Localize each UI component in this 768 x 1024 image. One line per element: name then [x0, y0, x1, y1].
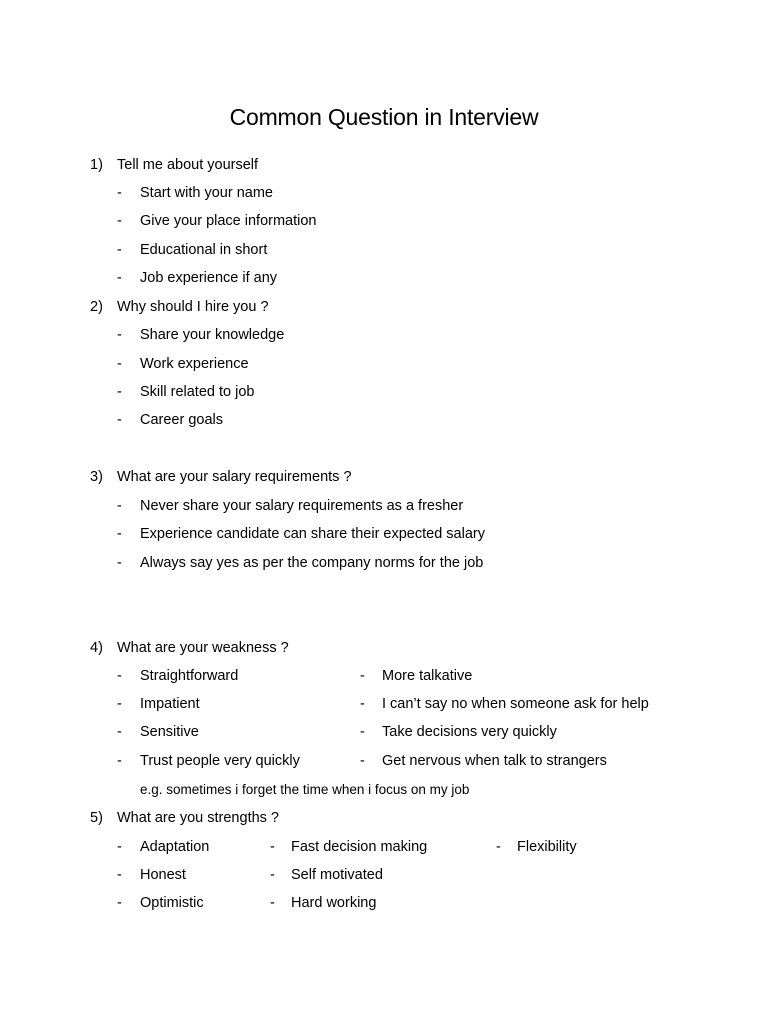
bullet-text: Optimistic: [140, 895, 204, 911]
bullet-dash: -: [117, 384, 122, 400]
question-text: What are you strengths ?: [117, 810, 279, 826]
bullet-text: Experience candidate can share their expected salary: [140, 526, 485, 542]
document-title: Common Question in Interview: [229, 104, 539, 130]
bullet-text: Adaptation: [140, 839, 210, 855]
question-number: 3): [90, 469, 103, 485]
bullet-dash: -: [360, 668, 365, 684]
question-number: 2): [90, 299, 103, 315]
bullet-dash: -: [270, 839, 275, 855]
question-text: What are your weakness ?: [117, 640, 289, 656]
question-text: Tell me about yourself: [117, 157, 259, 173]
bullet-dash: -: [117, 724, 122, 740]
bullet-text: Self motivated: [291, 867, 383, 883]
bullet-dash: -: [117, 839, 122, 855]
bullet-dash: -: [117, 895, 122, 911]
question-text: What are your salary requirements ?: [117, 469, 352, 485]
question-number: 1): [90, 157, 103, 173]
bullet-text: Share your knowledge: [140, 327, 285, 343]
bullet-dash: -: [117, 555, 122, 571]
bullet-dash: -: [360, 753, 365, 769]
bullet-dash: -: [117, 498, 122, 514]
bullet-text: Never share your salary requirements as a fresher: [140, 498, 464, 514]
bullet-dash: -: [117, 185, 122, 201]
bullet-text: Trust people very quickly: [140, 753, 300, 769]
bullet-text: Give your place information: [140, 213, 317, 229]
bullet-dash: -: [360, 724, 365, 740]
bullet-text: Career goals: [140, 412, 224, 428]
bullet-text: Fast decision making: [291, 839, 428, 855]
question-text: Why should I hire you ?: [117, 299, 269, 315]
bullet-dash: -: [117, 867, 122, 883]
bullet-dash: -: [117, 668, 122, 684]
bullet-dash: -: [117, 327, 122, 343]
bullet-text: Educational in short: [140, 242, 268, 258]
bullet-dash: -: [117, 213, 122, 229]
bullet-dash: -: [117, 412, 122, 428]
bullet-dash: -: [117, 526, 122, 542]
bullet-text: Work experience: [140, 356, 249, 372]
bullet-text: I can’t say no when someone ask for help: [382, 696, 649, 712]
bullet-dash: -: [270, 895, 275, 911]
question-number: 4): [90, 640, 103, 656]
bullet-text: Skill related to job: [140, 384, 255, 400]
bullet-dash: -: [270, 867, 275, 883]
bullet-text: Start with your name: [140, 185, 273, 201]
bullet-text: Flexibility: [517, 839, 577, 855]
bullet-text: Sensitive: [140, 724, 199, 740]
bullet-dash: -: [117, 696, 122, 712]
question-number: 5): [90, 810, 103, 826]
bullet-text: Straightforward: [140, 668, 239, 684]
bullet-text: Get nervous when talk to strangers: [382, 753, 607, 769]
bullet-text: More talkative: [382, 668, 473, 684]
bullet-dash: -: [117, 242, 122, 258]
bullet-dash: -: [117, 753, 122, 769]
bullet-dash: -: [117, 270, 122, 286]
bullet-text: Honest: [140, 867, 186, 883]
bullet-dash: -: [496, 839, 501, 855]
example-note: e.g. sometimes i forget the time when i focus on my job: [140, 782, 470, 797]
bullet-text: Job experience if any: [140, 270, 278, 286]
bullet-text: Hard working: [291, 895, 377, 911]
bullet-text: Impatient: [140, 696, 200, 712]
bullet-text: Take decisions very quickly: [382, 724, 557, 740]
bullet-text: Always say yes as per the company norms for the job: [140, 555, 484, 571]
bullet-dash: -: [360, 696, 365, 712]
bullet-dash: -: [117, 356, 122, 372]
